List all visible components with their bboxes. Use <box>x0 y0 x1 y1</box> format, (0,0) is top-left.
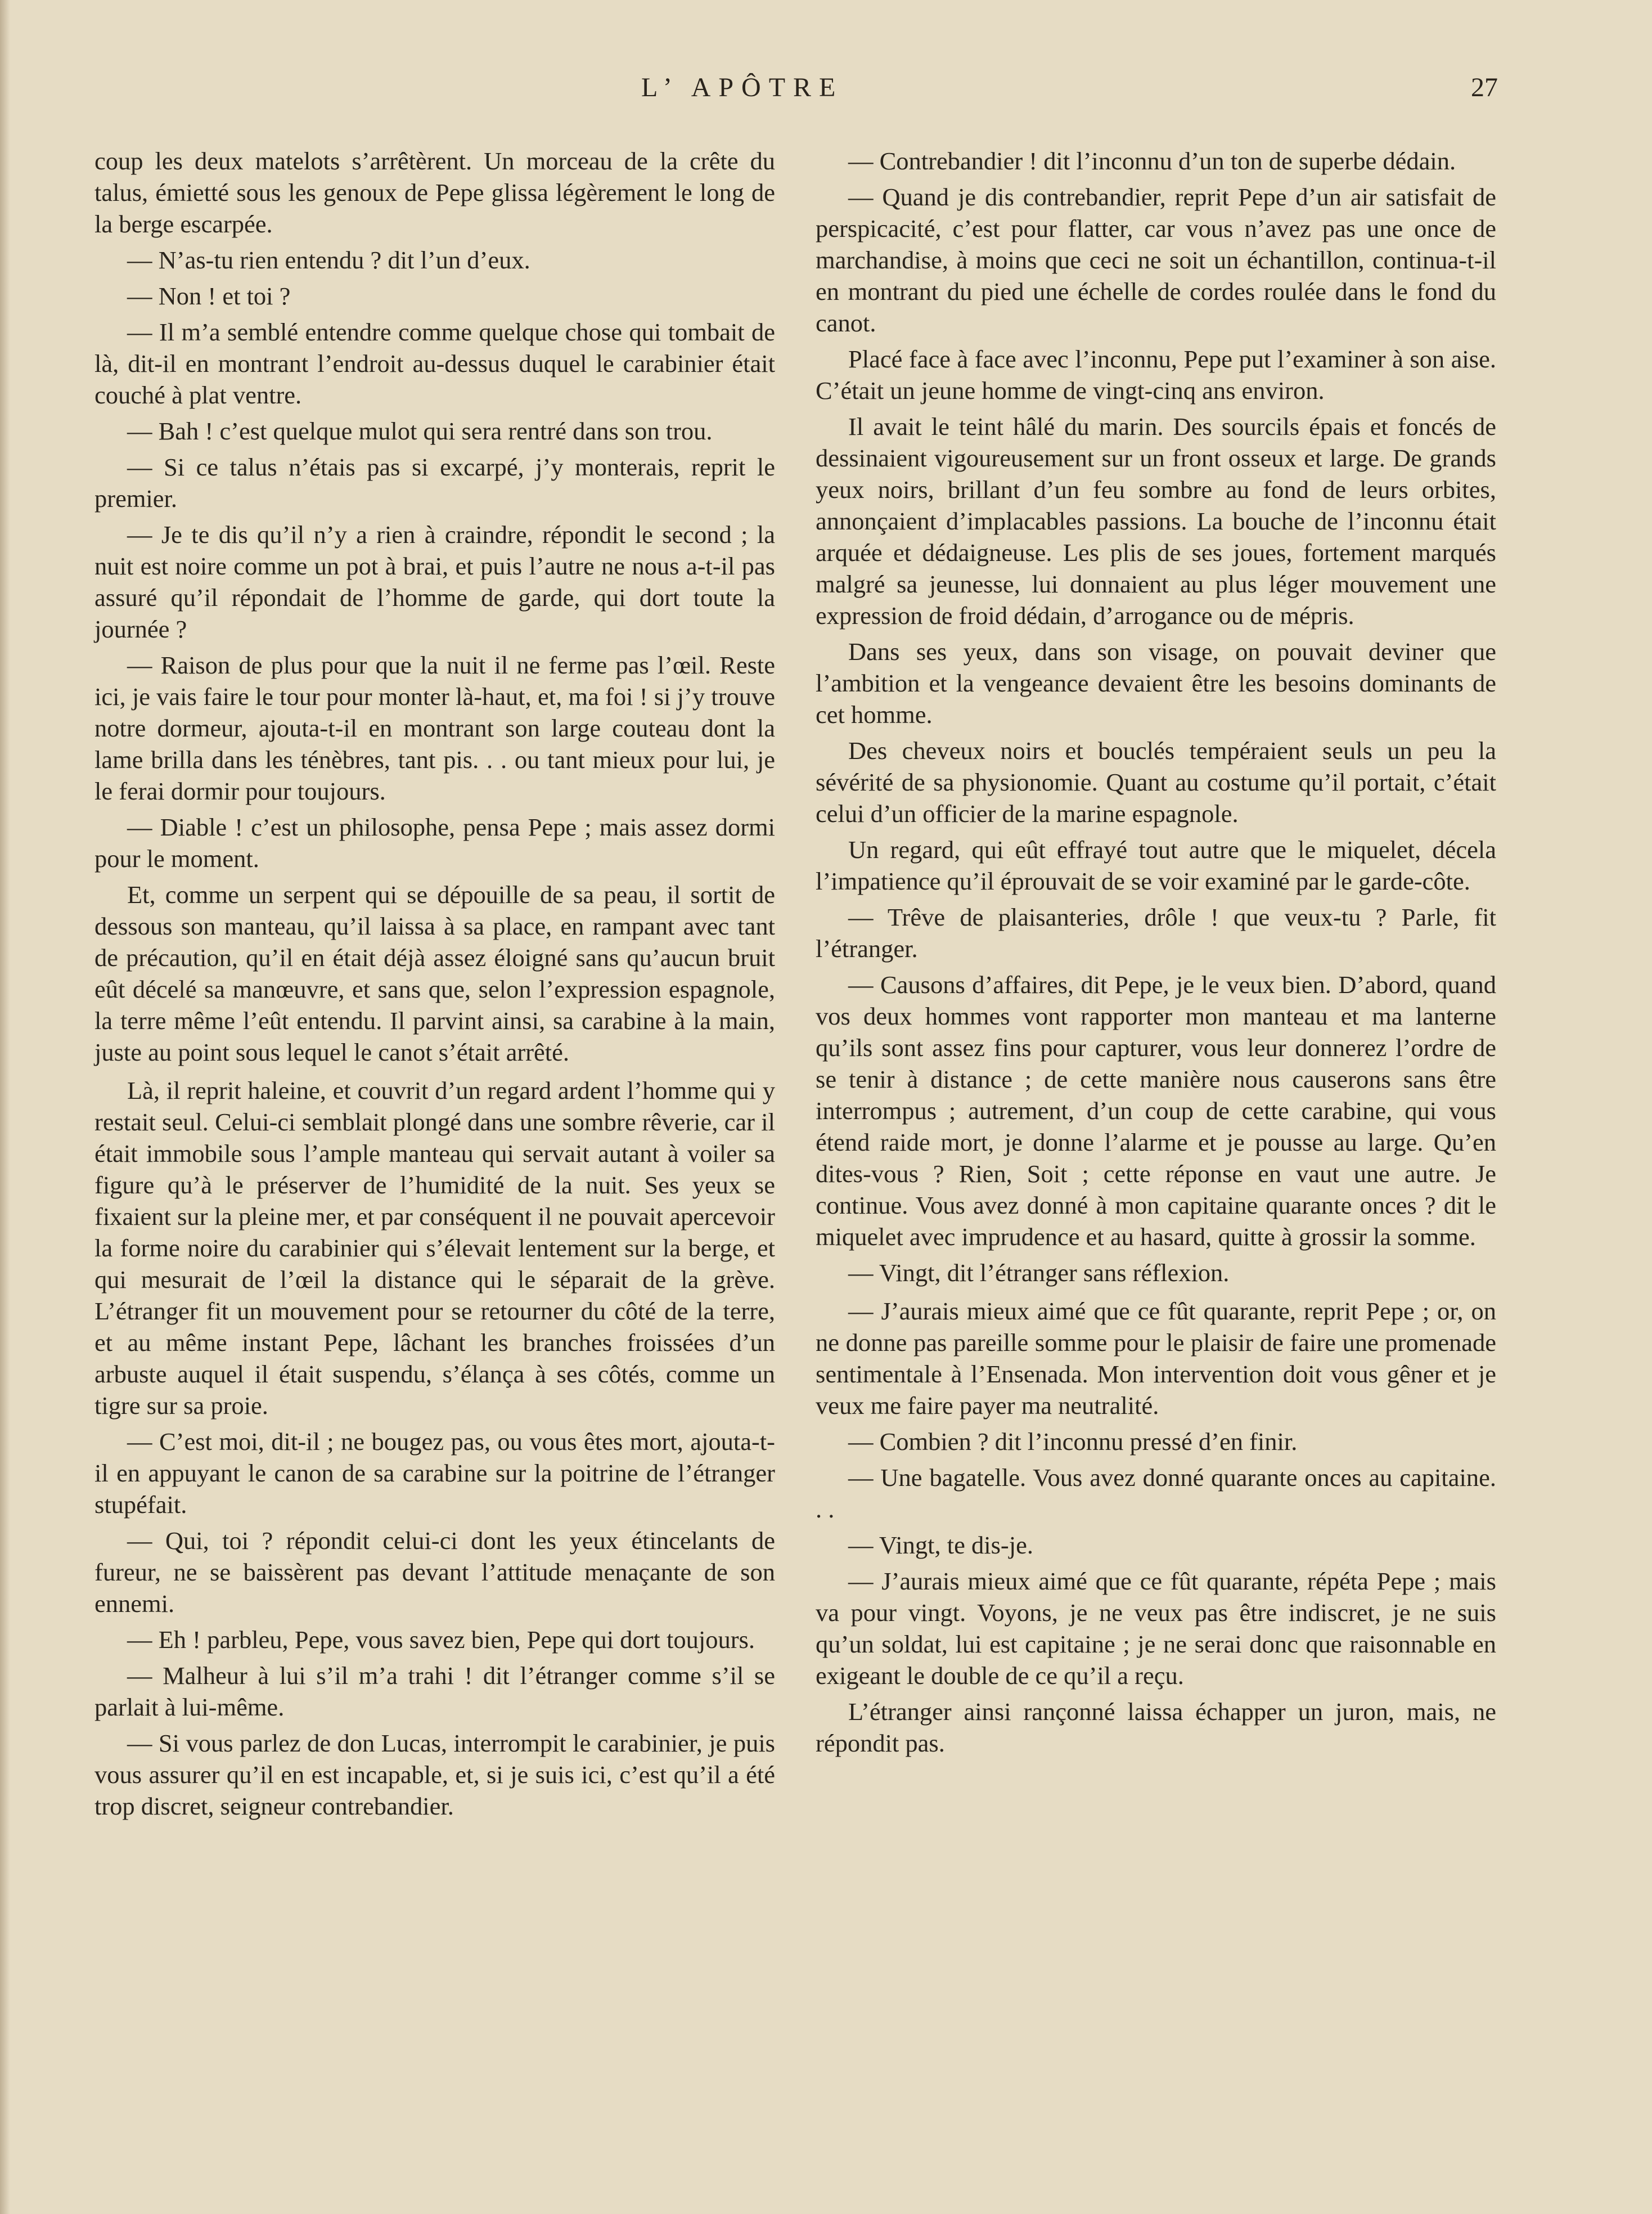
paragraph: — Si ce talus n’étais pas si excarpé, j’y monterais, reprit le premier. <box>94 453 775 513</box>
paragraph: — Je te dis qu’il n’y a rien à craindre, répondit le second ; la nuit est noire comme un pot à brai, et puis l’autre ne nous a-t-il pas assuré qu’il répondait de l’homme de garde, qui dort toute la journée ? <box>94 520 775 643</box>
paragraph: — Une bagatelle. Vous avez donné quarante onces au capitaine. . . <box>816 1463 1496 1523</box>
page-edge-shadow <box>0 0 10 2214</box>
paragraph: Et, comme un serpent qui se dépouille de sa peau, il sortit de dessous son manteau, qu’il laissa à sa place, en rampant avec tant de précaution, qu’il en était déjà assez éloigné sans qu’aucun bruit eût décelé sa manœuvre, et sans que, selon l’expression espagnole, la terre même l’eût entendu. Il parvint ainsi, sa carabine à la main, juste au point sous lequel le canot s’était arrêté. <box>94 881 775 1066</box>
paragraph: Là, il reprit haleine, et couvrit d’un regard ardent l’homme qui y restait seul. Celui-ci semblait plongé dans une sombre rêverie, car il était immobile sous l’ample manteau qui servait autant à voiler sa figure qu’à le préserver de l’humidité de la nuit. Ses yeux se fixaient sur la pleine mer, et par conséquent il ne pouvait apercevoir la forme noire du carabinier qui s’élevait lentement sur la berge, et qui mesurait de l’œil la distance qui le séparait de la grève. L’étranger fit un mouvement pour se retourner du côté de la terre, et au même instant Pepe, lâchant les branches froissées d’un arbuste auquel il était suspendu, s’élança à ses côtés, comme un tigre sur sa proie. <box>94 1076 775 1420</box>
paragraph: — Si vous parlez de don Lucas, interrompit le carabinier, je puis vous assurer qu’il en est incapable, et, si je suis ici, c’est qu’il a été trop discret, seigneur contrebandier. <box>94 1729 775 1820</box>
paragraph: — C’est moi, dit-il ; ne bougez pas, ou vous êtes mort, ajouta-t-il en appuyant le canon de sa carabine sur la poitrine de l’étranger stupéfait. <box>94 1427 775 1519</box>
paragraph: — Quand je dis contrebandier, reprit Pepe d’un air satisfait de perspicacité, c’est pour flatter, car vous n’avez pas une once de marchandise, à moins que ceci ne soit un échantillon, continua-t-il en montrant du pied une échelle de cordes roulée dans le fond du canot. <box>816 183 1496 337</box>
paragraph: — N’as-tu rien entendu ? dit l’un d’eux. <box>127 246 530 274</box>
paragraph: — Eh ! parbleu, Pepe, vous savez bien, Pepe qui dort toujours. <box>127 1625 755 1654</box>
paragraph: — Non ! et toi ? <box>127 282 291 310</box>
paragraph: — Bah ! c’est quelque mulot qui sera rentré dans son trou. <box>127 417 713 445</box>
paragraph: — Trêve de plaisanteries, drôle ! que veux-tu ? Parle, fit l’étranger. <box>816 903 1496 963</box>
paragraph: — Causons d’affaires, dit Pepe, je le veux bien. D’abord, quand vos deux hommes vont rapporter mon manteau et ma lanterne qu’ils sont assez fins pour capturer, vous leur donnerez l’ordre de se tenir à distance ; de cette manière nous causerons sans être interrompus ; autrement, d’un coup de cette carabine, qui vous étend raide mort, je donne l’alarme et je pousse au large. Qu’en dites-vous ? Rien, Soit ; cette réponse en vaut une autre. Je continue. Vous avez donné à mon capitaine quarante onces ? dit le miquelet avec imprudence et au hasard, quitte à grossir la somme. <box>816 971 1496 1251</box>
running-header <box>0 72 1652 106</box>
paragraph: — Raison de plus pour que la nuit il ne ferme pas l’œil. Reste ici, je vais faire le tour pour monter là-haut, et, ma foi ! si j’y trouve notre dormeur, ajouta-t-il en montrant son large couteau dont la lame brilla dans les ténèbres, tant pis. . . ou tant mieux pour lui, je le ferai dormir pour toujours. <box>94 651 775 805</box>
paragraph: coup les deux matelots s’arrêtèrent. Un morceau de la crête du talus, émietté sous les genoux de Pepe glissa légèrement le long de la berge escarpée. <box>94 147 775 238</box>
paragraph: Placé face à face avec l’inconnu, Pepe put l’examiner à son aise. C’était un jeune homme de vingt-cinq ans environ. <box>816 345 1496 405</box>
paragraph: — Vingt, te dis-je. <box>848 1531 1033 1559</box>
paragraph: — Combien ? dit l’inconnu pressé d’en finir. <box>848 1427 1298 1456</box>
page-number: 27 <box>1471 73 1498 102</box>
paragraph: — J’aurais mieux aimé que ce fût quarante, reprit Pepe ; or, on ne donne pas pareille somme pour le plaisir de faire une promenade sentimentale à l’Ensenada. Mon intervention doit vous gêner et je veux me faire payer ma neutralité. <box>816 1297 1496 1420</box>
paragraph: — Malheur à lui s’il m’a trahi ! dit l’étranger comme s’il se parlait à lui-même. <box>94 1661 775 1721</box>
paragraph: — J’aurais mieux aimé que ce fût quarante, répéta Pepe ; mais va pour vingt. Voyons, je ne veux pas être indiscret, je ne suis qu’un soldat, lui est capitaine ; je ne serai donc que raisonnable en exigeant le double de ce qu’il a reçu. <box>816 1567 1496 1690</box>
paragraph: Il avait le teint hâlé du marin. Des sourcils épais et foncés de dessinaient vigoureusement sur un front osseux et large. De grands yeux noirs, brillant d’un feu sombre au fond de leurs orbites, annonçaient d’implacables passions. La bouche de l’inconnu était arquée et dédaigneuse. Les plis de ses joues, fortement marqués malgré sa jeunesse, lui donnaient au plus léger mouvement une expression de froid dédain, d’arrogance ou de mépris. <box>816 412 1496 630</box>
left-column <box>94 145 775 1826</box>
paragraph: Dans ses yeux, dans son visage, on pouvait deviner que l’ambition et la vengeance devaient être les besoins dominants de cet homme. <box>816 637 1496 729</box>
right-column <box>816 145 1496 1763</box>
paragraph: Un regard, qui eût effrayé tout autre que le miquelet, décela l’impatience qu’il éprouvait de se voir examiné par le garde-côte. <box>816 836 1496 895</box>
paragraph: L’étranger ainsi rançonné laissa échapper un juron, mais, ne répondit pas. <box>816 1697 1496 1757</box>
paragraph: — Qui, toi ? répondit celui-ci dont les yeux étincelants de fureur, ne se baissèrent pas devant l’attitude menaçante de son ennemi. <box>94 1526 775 1618</box>
paragraph: Des cheveux noirs et bouclés tempéraient seuls un peu la sévérité de sa physionomie. Quant au costume qu’il portait, c’était celui d’un officier de la marine espagnole. <box>816 736 1496 828</box>
paragraph: — Diable ! c’est un philosophe, pensa Pepe ; mais assez dormi pour le moment. <box>94 813 775 873</box>
running-title: L’ APÔTRE <box>641 73 844 102</box>
paragraph: — Vingt, dit l’étranger sans réflexion. <box>848 1259 1230 1287</box>
paragraph: — Contrebandier ! dit l’inconnu d’un ton de superbe dédain. <box>848 147 1456 175</box>
paragraph: — Il m’a semblé entendre comme quelque chose qui tombait de là, dit-il en montrant l’endroit au-dessus duquel le carabinier était couché à plat ventre. <box>94 318 775 409</box>
